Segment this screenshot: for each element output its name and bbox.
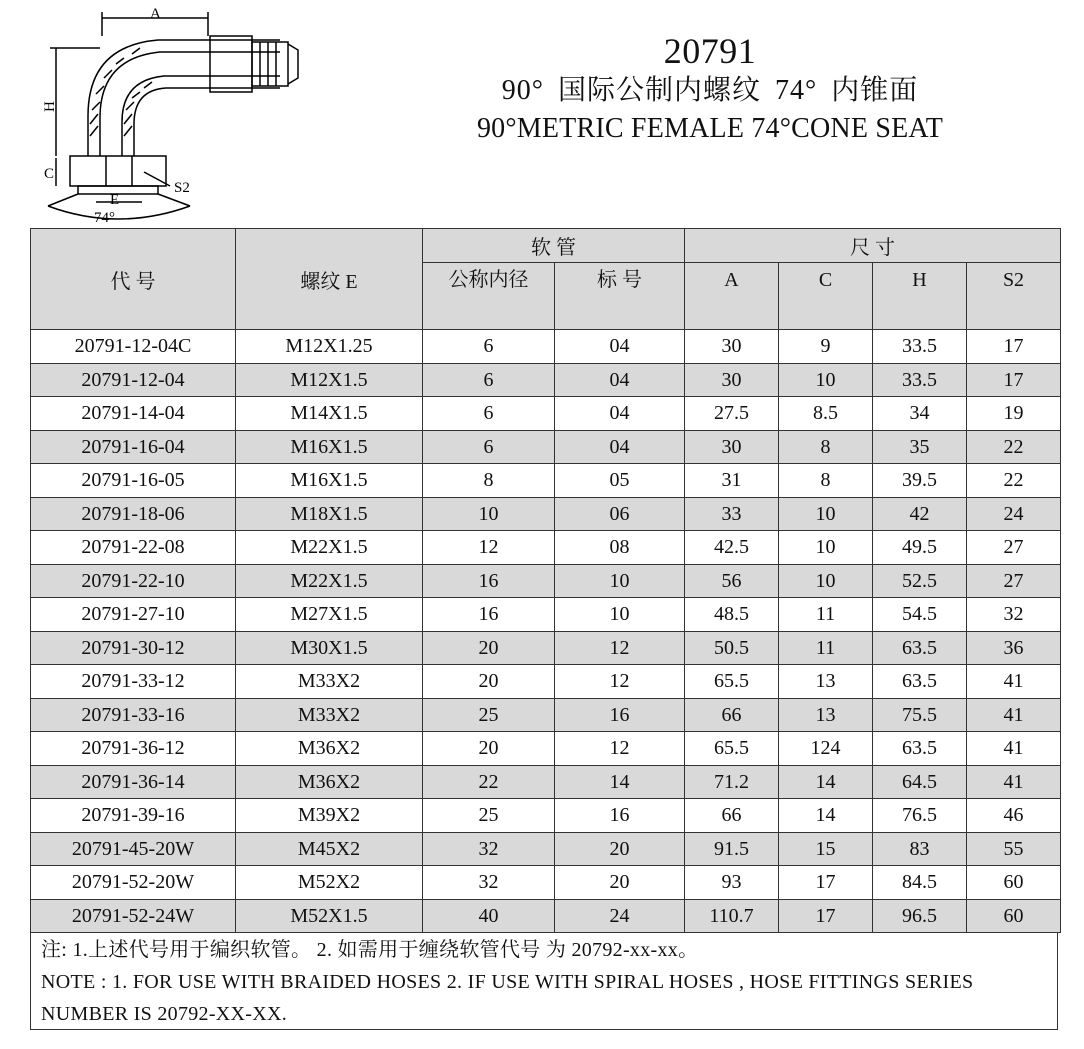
- cell-code: 20791-45-20W: [31, 832, 236, 866]
- cell-id: 40: [423, 899, 555, 933]
- cell-thread: M45X2: [236, 832, 423, 866]
- cell-mark: 05: [555, 464, 685, 498]
- cell-h: 34: [873, 397, 967, 431]
- cell-s2: 41: [967, 765, 1061, 799]
- cell-mark: 14: [555, 765, 685, 799]
- cell-thread: M18X1.5: [236, 497, 423, 531]
- notes: [30, 932, 1058, 1030]
- cell-h: 33.5: [873, 330, 967, 364]
- cell-a: 42.5: [685, 531, 779, 565]
- table-row: [31, 330, 1061, 364]
- cell-mark: 10: [555, 564, 685, 598]
- cell-a: 110.7: [685, 899, 779, 933]
- cell-h: 64.5: [873, 765, 967, 799]
- cell-thread: M52X1.5: [236, 899, 423, 933]
- cell-c: 10: [779, 363, 873, 397]
- cell-thread: M16X1.5: [236, 430, 423, 464]
- cell-id: 22: [423, 765, 555, 799]
- cell-s2: 46: [967, 799, 1061, 833]
- cell-id: 16: [423, 598, 555, 632]
- header-hose: 软 管: [423, 229, 685, 263]
- cell-s2: 41: [967, 732, 1061, 766]
- cell-s2: 27: [967, 564, 1061, 598]
- table-row: [31, 397, 1061, 431]
- spec-table: [30, 228, 1061, 933]
- cell-c: 13: [779, 665, 873, 699]
- header-s2: S2: [967, 263, 1061, 330]
- cell-c: 14: [779, 799, 873, 833]
- table-row: [31, 899, 1061, 933]
- cell-s2: 60: [967, 866, 1061, 900]
- cell-h: 76.5: [873, 799, 967, 833]
- cell-id: 12: [423, 531, 555, 565]
- header-h: H: [873, 263, 967, 330]
- cell-id: 6: [423, 430, 555, 464]
- drawing-label-e: E: [110, 192, 120, 208]
- cell-id: 8: [423, 464, 555, 498]
- table-row: [31, 866, 1061, 900]
- cell-s2: 24: [967, 497, 1061, 531]
- product-title-en: 90°METRIC FEMALE 74°CONE SEAT: [476, 113, 944, 144]
- cell-a: 65.5: [685, 732, 779, 766]
- cell-id: 20: [423, 665, 555, 699]
- cell-thread: M36X2: [236, 732, 423, 766]
- cell-a: 27.5: [685, 397, 779, 431]
- table-row: [31, 464, 1061, 498]
- cell-c: 14: [779, 765, 873, 799]
- cell-c: 11: [779, 598, 873, 632]
- cell-code: 20791-14-04: [31, 397, 236, 431]
- cell-mark: 12: [555, 732, 685, 766]
- table-row: [31, 765, 1061, 799]
- cell-id: 32: [423, 866, 555, 900]
- cell-h: 52.5: [873, 564, 967, 598]
- cell-a: 71.2: [685, 765, 779, 799]
- cell-mark: 12: [555, 631, 685, 665]
- cell-a: 33: [685, 497, 779, 531]
- cell-h: 75.5: [873, 698, 967, 732]
- table-row: [31, 665, 1061, 699]
- cell-a: 48.5: [685, 598, 779, 632]
- table-row: [31, 598, 1061, 632]
- cell-thread: M33X2: [236, 665, 423, 699]
- cell-s2: 27: [967, 531, 1061, 565]
- cell-h: 49.5: [873, 531, 967, 565]
- cell-thread: M22X1.5: [236, 564, 423, 598]
- cell-s2: 41: [967, 665, 1061, 699]
- cell-code: 20791-16-05: [31, 464, 236, 498]
- header-code: 代 号: [31, 229, 236, 330]
- cell-c: 11: [779, 631, 873, 665]
- cell-mark: 10: [555, 598, 685, 632]
- cell-c: 9: [779, 330, 873, 364]
- cell-thread: M52X2: [236, 866, 423, 900]
- table-row: [31, 497, 1061, 531]
- cell-c: 8: [779, 464, 873, 498]
- cell-code: 20791-22-10: [31, 564, 236, 598]
- cell-s2: 60: [967, 899, 1061, 933]
- cell-h: 63.5: [873, 732, 967, 766]
- cell-h: 84.5: [873, 866, 967, 900]
- table-row: [31, 430, 1061, 464]
- cell-code: 20791-12-04C: [31, 330, 236, 364]
- cell-mark: 20: [555, 832, 685, 866]
- cell-h: 83: [873, 832, 967, 866]
- cell-c: 10: [779, 564, 873, 598]
- cell-thread: M33X2: [236, 698, 423, 732]
- cell-a: 66: [685, 698, 779, 732]
- drawing-label-a: A: [150, 6, 161, 22]
- cell-code: 20791-36-12: [31, 732, 236, 766]
- cell-thread: M12X1.25: [236, 330, 423, 364]
- table-row: [31, 363, 1061, 397]
- cell-a: 66: [685, 799, 779, 833]
- cell-c: 8: [779, 430, 873, 464]
- cell-c: 10: [779, 497, 873, 531]
- cell-thread: M36X2: [236, 765, 423, 799]
- cell-mark: 04: [555, 363, 685, 397]
- fitting-drawing: [40, 6, 370, 228]
- cell-a: 93: [685, 866, 779, 900]
- cell-c: 15: [779, 832, 873, 866]
- cell-h: 54.5: [873, 598, 967, 632]
- cell-thread: M16X1.5: [236, 464, 423, 498]
- cell-h: 35: [873, 430, 967, 464]
- cell-h: 39.5: [873, 464, 967, 498]
- note-en-line1: NOTE : 1. FOR USE WITH BRAIDED HOSES 2. IF USE WITH SPIRAL HOSES , HOSE FITTINGS SERIES: [41, 971, 974, 993]
- table-row: [31, 832, 1061, 866]
- cell-code: 20791-12-04: [31, 363, 236, 397]
- cell-mark: 04: [555, 330, 685, 364]
- cell-s2: 41: [967, 698, 1061, 732]
- cell-h: 63.5: [873, 665, 967, 699]
- cell-code: 20791-33-16: [31, 698, 236, 732]
- cell-s2: 55: [967, 832, 1061, 866]
- cell-id: 6: [423, 397, 555, 431]
- cell-code: 20791-33-12: [31, 665, 236, 699]
- cell-id: 6: [423, 330, 555, 364]
- cell-thread: M39X2: [236, 799, 423, 833]
- note-cn: 注: 1.上述代号用于编织软管。 2. 如需用于缠绕软管代号 为 20792-xx-xx。: [41, 939, 699, 961]
- header-hose-id: 公称内径: [423, 263, 555, 330]
- title-block: [430, 30, 990, 148]
- cell-id: 20: [423, 732, 555, 766]
- cell-thread: M30X1.5: [236, 631, 423, 665]
- cell-id: 32: [423, 832, 555, 866]
- cell-mark: 04: [555, 430, 685, 464]
- cell-c: 124: [779, 732, 873, 766]
- cell-code: 20791-16-04: [31, 430, 236, 464]
- cell-s2: 36: [967, 631, 1061, 665]
- header-a: A: [685, 263, 779, 330]
- table-row: [31, 698, 1061, 732]
- table-row: [31, 732, 1061, 766]
- cell-mark: 06: [555, 497, 685, 531]
- cell-c: 17: [779, 866, 873, 900]
- header-dims: 尺 寸: [685, 229, 1061, 263]
- cell-id: 16: [423, 564, 555, 598]
- cell-code: 20791-22-08: [31, 531, 236, 565]
- cell-s2: 19: [967, 397, 1061, 431]
- cell-code: 20791-52-20W: [31, 866, 236, 900]
- product-title-cn: 90° 国际公制内螺纹 74° 内锥面: [501, 75, 919, 106]
- cell-h: 63.5: [873, 631, 967, 665]
- product-code: 20791: [663, 31, 757, 71]
- cell-a: 30: [685, 363, 779, 397]
- cell-s2: 22: [967, 464, 1061, 498]
- cell-mark: 16: [555, 698, 685, 732]
- table-row: [31, 631, 1061, 665]
- table-row: [31, 564, 1061, 598]
- drawing-label-c: C: [44, 166, 55, 182]
- cell-thread: M22X1.5: [236, 531, 423, 565]
- cell-code: 20791-27-10: [31, 598, 236, 632]
- cell-c: 17: [779, 899, 873, 933]
- cell-code: 20791-36-14: [31, 765, 236, 799]
- cell-code: 20791-52-24W: [31, 899, 236, 933]
- cell-c: 13: [779, 698, 873, 732]
- header-thread: 螺纹 E: [236, 229, 423, 330]
- cell-c: 8.5: [779, 397, 873, 431]
- cell-a: 30: [685, 430, 779, 464]
- cell-a: 56: [685, 564, 779, 598]
- drawing-label-h: H: [42, 101, 58, 112]
- table-row: [31, 531, 1061, 565]
- drawing-label-s2: S2: [174, 180, 190, 196]
- cell-s2: 17: [967, 363, 1061, 397]
- cell-a: 50.5: [685, 631, 779, 665]
- cell-thread: M12X1.5: [236, 363, 423, 397]
- cell-mark: 04: [555, 397, 685, 431]
- cell-code: 20791-18-06: [31, 497, 236, 531]
- drawing-label-angle: 74°: [94, 210, 115, 226]
- cell-id: 20: [423, 631, 555, 665]
- cell-s2: 32: [967, 598, 1061, 632]
- note-en-line2: NUMBER IS 20792-XX-XX.: [41, 1003, 288, 1025]
- cell-id: 6: [423, 363, 555, 397]
- cell-mark: 24: [555, 899, 685, 933]
- cell-c: 10: [779, 531, 873, 565]
- cell-mark: 12: [555, 665, 685, 699]
- cell-mark: 08: [555, 531, 685, 565]
- cell-a: 30: [685, 330, 779, 364]
- cell-thread: M27X1.5: [236, 598, 423, 632]
- cell-id: 25: [423, 799, 555, 833]
- cell-mark: 20: [555, 866, 685, 900]
- cell-s2: 22: [967, 430, 1061, 464]
- cell-h: 42: [873, 497, 967, 531]
- cell-a: 65.5: [685, 665, 779, 699]
- cell-h: 33.5: [873, 363, 967, 397]
- cell-code: 20791-30-12: [31, 631, 236, 665]
- cell-id: 10: [423, 497, 555, 531]
- table-row: [31, 799, 1061, 833]
- cell-id: 25: [423, 698, 555, 732]
- cell-s2: 17: [967, 330, 1061, 364]
- cell-h: 96.5: [873, 899, 967, 933]
- header-hose-mark: 标 号: [555, 263, 685, 330]
- cell-code: 20791-39-16: [31, 799, 236, 833]
- cell-a: 31: [685, 464, 779, 498]
- cell-thread: M14X1.5: [236, 397, 423, 431]
- cell-a: 91.5: [685, 832, 779, 866]
- header-c: C: [779, 263, 873, 330]
- cell-mark: 16: [555, 799, 685, 833]
